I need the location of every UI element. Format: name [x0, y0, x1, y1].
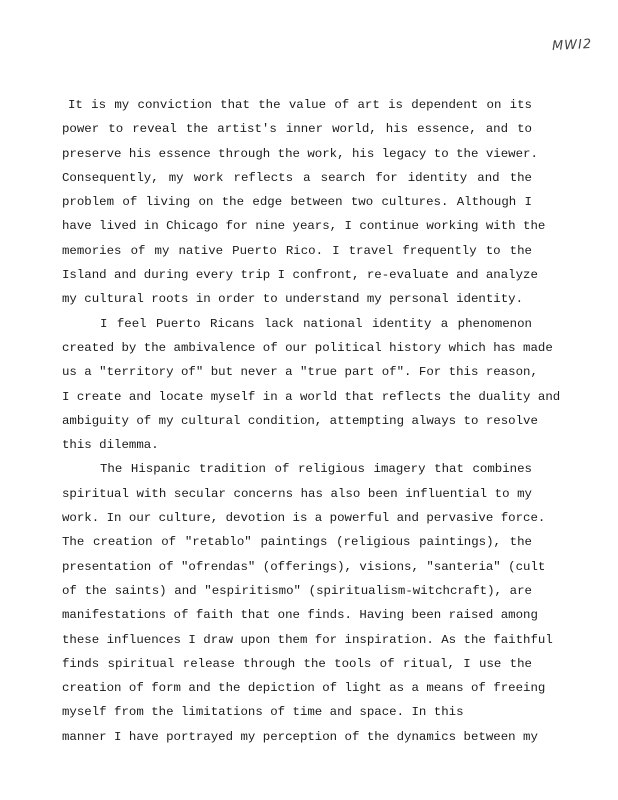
text-line: Consequently, my work reflects a search for identity and the: [62, 170, 532, 185]
paragraph-3: [62, 457, 553, 749]
text-line: work. In our culture, devotion is a powerful and pervasive force.: [62, 511, 546, 526]
text-line: us a "territory of" but never a "true part of". For this reason,: [62, 365, 538, 380]
text-line: this dilemma.: [62, 438, 159, 453]
text-line: preserve his essence through the work, his legacy to the viewer.: [62, 146, 538, 161]
text-line: myself from the limitations of time and space. In this: [62, 705, 464, 720]
text-line: finds spiritual release through the tools of ritual, I use the: [62, 656, 532, 671]
text-line: It is my conviction that the value of art is dependent on its: [68, 98, 532, 112]
text-line: Island and during every trip I confront, re-evaluate and analyze: [62, 268, 538, 283]
text-line: manner I have portrayed my perception of the dynamics between my: [62, 729, 538, 744]
text-line: spiritual with secular concerns has also been influential to my: [62, 486, 532, 501]
text-line: ambiguity of my cultural condition, attempting always to resolve: [62, 413, 538, 428]
document-body: [62, 93, 561, 749]
text-line: presentation of "ofrendas" (offerings), visions, "santeria" (cult: [62, 559, 546, 574]
text-line: have lived in Chicago for nine years, I continue working with the: [62, 219, 546, 234]
text-line: I feel Puerto Ricans lack national identity a phenomenon: [100, 316, 532, 331]
text-line: The creation of "retablo" paintings (religious paintings), the: [62, 535, 532, 550]
paragraph-2: [62, 312, 561, 458]
text-line: I create and locate myself in a world that reflects the duality and: [62, 389, 561, 404]
text-line: my cultural roots in order to understand my personal identity.: [62, 292, 524, 307]
text-line: power to reveal the artist's inner world, his essence, and to: [62, 122, 532, 137]
text-line: The Hispanic tradition of religious imagery that combines: [100, 462, 532, 477]
paragraph-1: [62, 93, 546, 312]
text-line: of the saints) and "espiritismo" (spiritualism-witchcraft), are: [62, 583, 532, 598]
text-line: problem of living on the edge between two cultures. Although I: [62, 195, 532, 210]
handwritten-page-mark: MWI2: [551, 36, 593, 55]
text-line: creation of form and the depiction of light as a means of freeing: [62, 681, 546, 696]
text-line: created by the ambivalence of our political history which has made: [62, 340, 553, 355]
text-line: memories of my native Puerto Rico. I travel frequently to the: [62, 243, 532, 258]
text-line: these influences I draw upon them for inspiration. As the faithful: [62, 632, 553, 647]
text-line: manifestations of faith that one finds. Having been raised among: [62, 608, 538, 623]
